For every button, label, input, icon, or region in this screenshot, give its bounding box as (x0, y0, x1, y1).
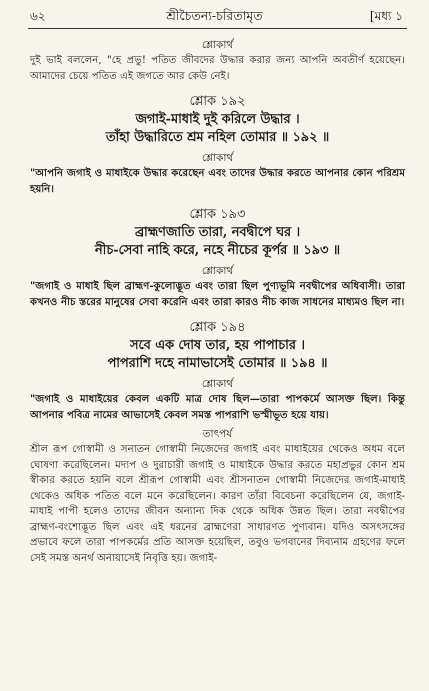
verse-line: সবে এক দোষ তার, হয় পাপাচার । (130, 338, 305, 353)
verse-number: শ্লোক ১৯৩ (189, 207, 246, 222)
verse-line: পাপরাশি দহে নামাভাসেই তোমার ॥ ১৯৪ ॥ (107, 356, 328, 371)
page-header (0, 6, 429, 28)
verse-line: জগাই-মাধাই দুই করিলে উদ্ধার । (135, 112, 300, 127)
page-number: ৬২ (30, 9, 46, 23)
verse-line: নীচ-সেবা নাহি করে, নহে নীচের কূর্পর ॥ ১৯৩ ॥ (95, 243, 340, 258)
translation-text: "জগাই ও মাধাই ছিল ব্রাহ্মণ-কুলোদ্ভূত এবং তারা ছিল পুণ্যভূমি নবদ্বীপের অধিবাসী। তারা কখনও নীচ স্তরের মানুষের সেবা করেনি এবং তারা কারও নীচ কাজ সাধনের মাধ্যমও ছিল না। (30, 280, 405, 308)
verse-number: শ্লোক ১৯২ (189, 94, 246, 109)
header-rule (28, 28, 407, 29)
running-title: শ্রীচৈতন্য-চরিতামৃত (166, 8, 263, 23)
translation-label: শ্লোকার্থ (201, 39, 234, 51)
translation-text: "আপনি জগাই ও মাধাইকে উদ্ধার করেছেন এবং তাদের উদ্ধার করতে আপনার কোন পরিশ্রম হয়নি। (30, 167, 405, 195)
verse-number: শ্লোক ১৯৪ (189, 320, 246, 335)
translation-text: "জগাই ও মাধাইয়ের কেবল একটি মাত্র দোষ ছিল—তারা পাপকর্মে আসক্ত ছিল। কিন্তু আপনার পবিত্র নামের আভাসেই কেবল সমস্ত পাপরাশি ভস্মীভূত হয়ে যায়। (30, 393, 405, 421)
translation-label: শ্লোকার্থ (201, 378, 234, 390)
translation-label: শ্লোকার্থ (201, 152, 234, 164)
page-content (30, 34, 405, 566)
verse-193 (30, 224, 405, 260)
verse-194 (30, 337, 405, 373)
purport-label: তাৎপর্য (202, 428, 233, 440)
verse-line: ব্রাহ্মণজাতি তারা, নবদ্বীপে ঘর । (134, 225, 301, 240)
verse-line: তাঁহা উদ্ধারিতে শ্রম নহিল তোমার ॥ ১৯২ ॥ (105, 130, 330, 145)
verse-192 (30, 111, 405, 147)
purport-text: শ্রীল রূপ গোস্বামী ও সনাতন গোস্বামী নিজেদের জগাই এবং মাধাইয়ের থেকেও অধম বলে ঘোষণা করেছিলেন। মদ্যপ ও দুরাচারী জগাই ও মাধাইকে উদ্ধার করতে মহাপ্রভুর কোন শ্রম স্বীকার করতে হয়নি বলে শ্রীরূপ গোস্বামী এবং শ্রীসনাতন গোস্বামী নিজেদের জগাই-মাধাই থেকেও অধিক পতিত বলে মনে করেছিলেন। কারণ তাঁরা বিবেচনা করেছিলেন যে, জগাই-মাধাই পাপী হলেও তাদের জীবন অন্যান্য দিক থেকে অধিক উন্নত ছিল। তারা নবদ্বীপের ব্রাহ্মণ-বংশোদ্ভূত ছিল এবং এই ধরনের ব্রাহ্মণেরা সাধারণত পুণ্যবান। যদিও অসৎসঙ্গের প্রভাবে ফলে তারা পাপকর্মের প্রতি আসক্ত হয়েছিল, তবুও ভগবানের দিব্যনাম গ্রহণের ফলে সেই সমস্ত অনর্থ অনায়াসেই নিবৃত্তি হয়। জগাই- (30, 444, 405, 564)
translation-label: শ্লোকার্থ (201, 265, 234, 277)
translation-text: দুই ভাই বললেন, "হে প্রভু! পতিত জীবদের উদ্ধার করার জন্য আপনি অবতীর্ণ হয়েছেন। আমাদের চেয়ে পতিত এই জগতে আর কেউ নেই। (30, 55, 405, 82)
section-marker: [মধ্য ১ (369, 9, 403, 23)
